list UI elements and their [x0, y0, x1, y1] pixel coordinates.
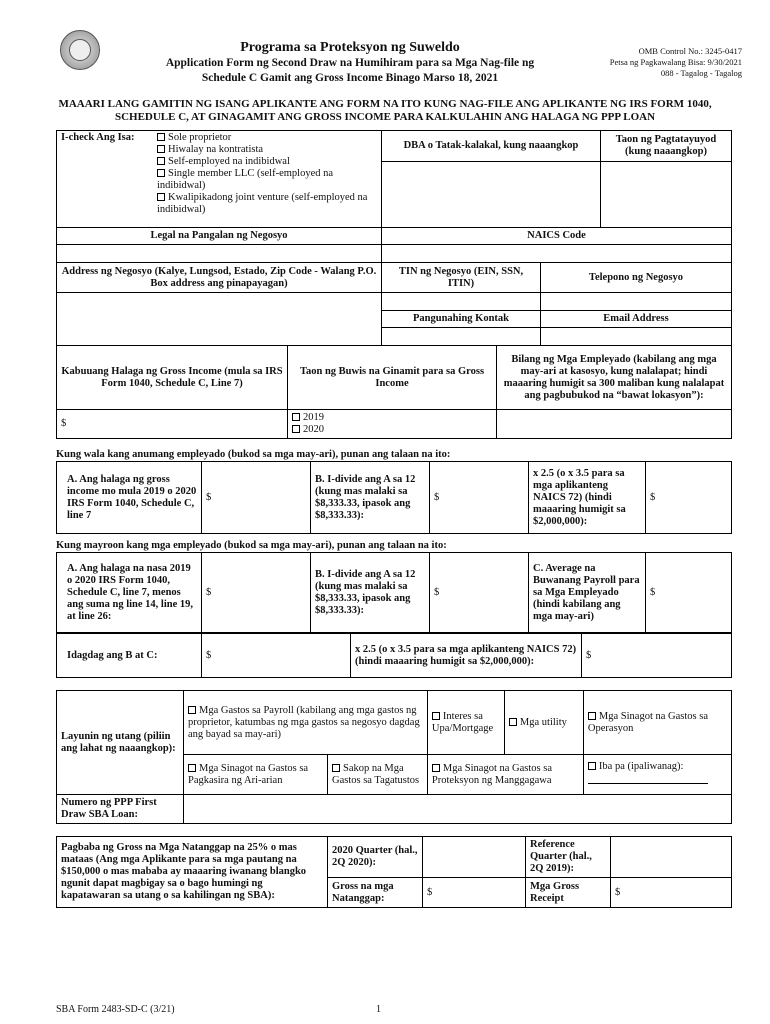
checkbox-icon[interactable]	[157, 169, 165, 177]
purpose-property-option[interactable]: Mga Sinagot na Gastos sa Pagkasira ng Ari-arian	[184, 755, 328, 795]
email-field[interactable]	[541, 328, 732, 346]
checkbox-icon[interactable]	[157, 193, 165, 201]
with-employees-heading: Kung mayroon kang mga empleyado (bukod sa mga may-ari), punan ang talaan na ito:	[56, 540, 447, 551]
phone-label: Telepono ng Negosyo	[541, 263, 732, 293]
emp-c-field[interactable]: $	[646, 553, 732, 633]
address-label: Address ng Negosyo (Kalye, Lungsod, Estado, Zip Code - Walang P.O. Box address ang pinapayagan)	[57, 263, 382, 293]
reference-quarter-field[interactable]	[611, 837, 732, 878]
gross-received-field[interactable]: $	[423, 878, 526, 908]
other-explain-line[interactable]	[588, 773, 708, 784]
purpose-worker-option[interactable]: Mga Sinagot na Gastos sa Proteksyon ng Manggagawa	[427, 755, 583, 795]
phone-field[interactable]	[541, 293, 732, 311]
language-code: 088 - Tagalog - Tagalog	[660, 68, 742, 78]
checkbox-icon[interactable]	[509, 718, 517, 726]
option-sole-proprietor[interactable]: Sole proprietor	[157, 132, 377, 144]
year-established-field[interactable]	[601, 161, 732, 227]
option-contractor[interactable]: Hiwalay na kontratista	[157, 144, 377, 156]
sba-seal-icon	[60, 30, 100, 70]
checkbox-icon[interactable]	[432, 764, 440, 772]
email-label: Email Address	[541, 311, 732, 328]
emp-a-label: A. Ang halaga na nasa 2019 o 2020 IRS Form 1040, Schedule C, line 7, menos ang suma ng line 14, line 19, at line 26:	[57, 553, 202, 633]
form-subtitle-1: Application Form ng Second Draw na Humihiram para sa Mga Nag-file ng	[165, 57, 535, 69]
omb-control: OMB Control No.: 3245-0417	[638, 46, 742, 56]
gross-reduction-table	[56, 836, 732, 908]
checkbox-icon[interactable]	[432, 712, 440, 720]
business-info-table	[56, 130, 732, 346]
year-2020-option[interactable]: 2020	[292, 424, 492, 436]
loan-purpose-table	[56, 690, 732, 824]
reference-quarter-label: Reference Quarter (hal., 2Q 2019):	[526, 837, 611, 878]
purpose-utility-option[interactable]: Mga utility	[504, 691, 583, 755]
emp-total-field[interactable]: $	[582, 634, 732, 678]
dba-field[interactable]	[382, 161, 601, 227]
no-emp-b-label: B. I-divide ang A sa 12 (kung mas malaki sa $8,333.33, ipasok ang $8,333.33):	[311, 462, 430, 534]
gross-receipt-label: Mga Gross Receipt	[526, 878, 611, 908]
quarter-label: 2020 Quarter (hal., 2Q 2020):	[328, 837, 423, 878]
add-b-c-field[interactable]: $	[202, 634, 351, 678]
purpose-supplier-option[interactable]: Sakop na Mga Gastos sa Tagatustos	[328, 755, 428, 795]
loan-number-label: Numero ng PPP First Draw SBA Loan:	[57, 795, 184, 824]
checkbox-icon[interactable]	[157, 133, 165, 141]
checkbox-icon[interactable]	[588, 762, 596, 770]
year-2019-option[interactable]: 2019	[292, 412, 492, 424]
checkbox-icon[interactable]	[292, 413, 300, 421]
tax-year-options	[288, 410, 497, 439]
form-title: Programa sa Proteksyon ng Suweldo	[240, 40, 460, 55]
tax-year-label: Taon ng Buwis na Ginamit para sa Gross Income	[288, 346, 497, 410]
gross-receipt-field[interactable]: $	[611, 878, 732, 908]
no-emp-a-field[interactable]: $	[202, 462, 311, 534]
gross-amount-label: Kabuuang Halaga ng Gross Income (mula sa IRS Form 1040, Schedule C, Line 7)	[57, 346, 288, 410]
checkbox-icon[interactable]	[188, 764, 196, 772]
checkbox-icon[interactable]	[332, 764, 340, 772]
gross-amount-field[interactable]: $	[57, 410, 288, 439]
no-emp-b-field[interactable]: $	[430, 462, 529, 534]
no-emp-a-label: A. Ang halaga ng gross income mo mula 2019 o 2020 IRS Form 1040, Schedule C, line 7	[57, 462, 202, 534]
dba-label: DBA o Tatak-kalakal, kung naaangkop	[382, 131, 601, 161]
gross-received-label: Gross na mga Natanggap:	[328, 878, 423, 908]
year-established-label: Taon ng Pagtatayuyod (kung naaangkop)	[601, 131, 732, 161]
tin-label: TIN ng Negosyo (EIN, SSN, ITIN)	[382, 263, 541, 293]
no-employees-table	[56, 461, 732, 534]
legal-name-field[interactable]	[57, 245, 382, 263]
check-one-label: I-check Ang Isa:	[61, 132, 135, 143]
no-emp-total-field[interactable]: $	[646, 462, 732, 534]
page-number: 1	[376, 1004, 381, 1015]
checkbox-icon[interactable]	[188, 706, 196, 714]
expiry-date: Petsa ng Pagkawalang Bisa: 9/30/2021	[609, 57, 742, 67]
checkbox-icon[interactable]	[157, 157, 165, 165]
option-single-member-llc[interactable]: Single member LLC (self-employed na indibidwal)	[157, 168, 334, 191]
purpose-label: Layunin ng utang (piliin ang lahat ng naaangkop):	[57, 691, 184, 795]
employee-count-field[interactable]	[497, 410, 732, 439]
naics-label: NAICS Code	[382, 228, 732, 245]
entity-type-cell	[57, 131, 382, 228]
gross-income-table	[56, 345, 732, 439]
with-employees-total-table	[56, 633, 732, 678]
tin-field[interactable]	[382, 293, 541, 311]
notice-line-1: MAAARI LANG GAMITIN NG ISANG APLIKANTE ANG FORM NA ITO KUNG NAG-FILE ANG APLIKANTE NG IRS FORM 1040,	[58, 98, 712, 110]
contact-field[interactable]	[382, 328, 541, 346]
reduction-label: Pagbaba ng Gross na Mga Natanggap na 25% o mas mataas (Ang mga Aplikante para sa mga pautang na $150,000 o mas mababa ay maaaring iwanang blangko ngunit dapat magbigay sa o bago humingi ng kapatawaran sa utang o sa kahilingan ng SBA):	[57, 837, 328, 908]
address-field[interactable]	[57, 293, 382, 346]
quarter-field[interactable]	[423, 837, 526, 878]
purpose-interest-option[interactable]: Interes sa Upa/Mortgage	[427, 691, 504, 755]
naics-field[interactable]	[382, 245, 732, 263]
checkbox-icon[interactable]	[292, 425, 300, 433]
purpose-payroll-option[interactable]: Mga Gastos sa Payroll (kabilang ang mga gastos ng proprietor, katumbas ng mga gastos sa negosyo dagdag ang bayad sa may-ari)	[184, 691, 428, 755]
purpose-other-option[interactable]: Iba pa (ipaliwanag):	[583, 755, 731, 795]
add-b-c-label: Idagdag ang B at C:	[57, 634, 202, 678]
purpose-ops-option[interactable]: Mga Sinagot na Gastos sa Operasyon	[583, 691, 731, 755]
emp-b-field[interactable]: $	[430, 553, 529, 633]
loan-number-field[interactable]	[184, 795, 732, 824]
form-subtitle-2: Schedule C Gamit ang Gross Income Binago Marso 18, 2021	[201, 72, 499, 84]
employee-count-label: Bilang ng Mga Empleyado (kabilang ang mga may-ari at kasosyo, kung nalalapat; hindi maaaring humigit sa 300 maliban kung nalalapat ang pagbubukod na “bawat lokasyon”):	[497, 346, 732, 410]
no-employees-heading: Kung wala kang anumang empleyado (bukod sa mga may-ari), punan ang talaan na ito:	[56, 449, 451, 460]
checkbox-icon[interactable]	[588, 712, 596, 720]
form-number: SBA Form 2483-SD-C (3/21)	[56, 1004, 175, 1015]
option-self-employed[interactable]: Self-employed na indibidwal	[157, 156, 377, 168]
with-employees-table	[56, 552, 732, 633]
no-emp-x-label: x 2.5 (o x 3.5 para sa mga aplikanteng NAICS 72) (hindi maaaring humigit sa $2,000,000):	[529, 462, 646, 534]
emp-a-field[interactable]: $	[202, 553, 311, 633]
checkbox-icon[interactable]	[157, 145, 165, 153]
emp-x-label: x 2.5 (o x 3.5 para sa mga aplikanteng NAICS 72) (hindi maaaring humigit sa $2,000,000):	[351, 634, 582, 678]
emp-b-label: B. I-divide ang A sa 12 (kung mas malaki sa $8,333.33, ipasok ang $8,333.33):	[311, 553, 430, 633]
option-joint-venture[interactable]: Kwalipikadong joint venture (self-employed na indibidwal)	[157, 192, 368, 215]
legal-name-label: Legal na Pangalan ng Negosyo	[57, 228, 382, 245]
notice-line-2: SCHEDULE C, AT GINAGAMIT ANG GROSS INCOME PARA KALKULAHIN ANG HALAGA NG PPP LOAN	[114, 111, 656, 123]
emp-c-label: C. Average na Buwanang Payroll para sa Mga Empleyado (hindi kabilang ang mga may-ari)	[529, 553, 646, 633]
contact-label: Pangunahing Kontak	[382, 311, 541, 328]
